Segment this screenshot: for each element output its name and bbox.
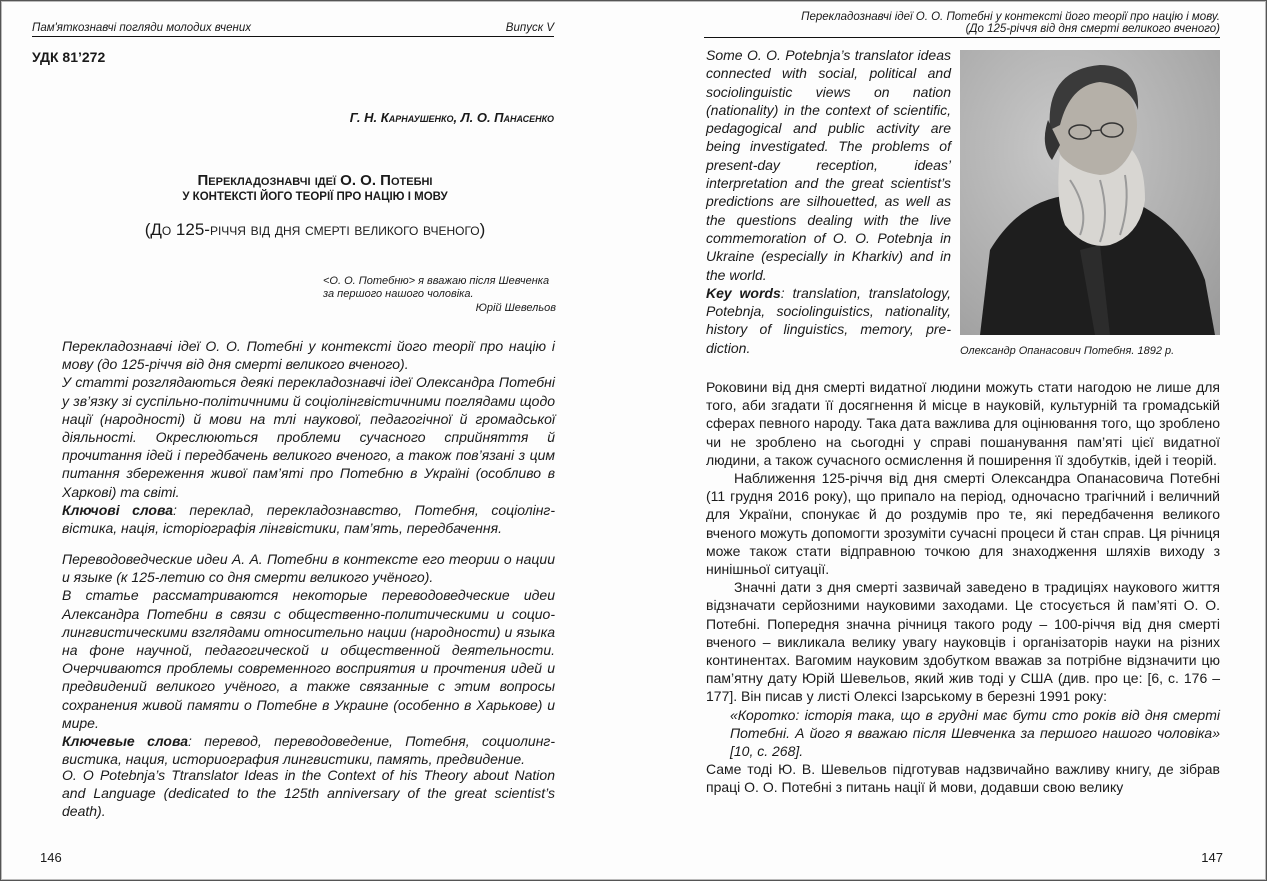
abstract-ukrainian (62, 337, 555, 537)
journal-title: Пам'яткознавчі погляди молодих вчених (32, 22, 251, 34)
block-quote: «Коротко: історія така, що в грудні має бути сто років від дня смерті Потебні. А його я вважаю після Шевченка за першого нашого чоловіка» [10, с. 268]. (730, 706, 1220, 760)
abstract-title: Перекладознавчі ідеї О. О. Потебні у контексті його теорії про націю і мову (до 125-річчя від дня смерті великого вченого). (62, 338, 555, 373)
portrait-photo (960, 50, 1220, 335)
udk-code: УДК 81’272 (32, 49, 106, 65)
keywords-list: : переклад, перекладознавство, Потебня, соціолінгвістика, нація, історіографія лінгвістики, пам’ять, передбачення. (62, 501, 555, 537)
left-page (0, 0, 633, 881)
paragraph: Наближення 125-річчя від дня смерті Олександра Опанасовича Потебні (11 грудня 2016 року), що припало на період, одночасно трагічний і величний для України, спонукає й до роздумів про те, які передбачення великого вченого можуть допомогти зрозуміти сучасні процеси й стан справ. Ця річниця може також стати відправною точкою для знаходження шляхів виходу з нинішньої ситуації. (706, 470, 1220, 578)
issue-label: Випуск V (505, 22, 554, 34)
keywords-list: : translation, translatology, Potebnja, sociolinguistics, nationality, history of linguistics, memory, prediction. (706, 284, 951, 356)
keywords (62, 501, 555, 537)
keywords-list: : перевод, переводоведение, Потебня, социолингвистика, нация, историография лингвистики, память, предвидение. (62, 733, 556, 768)
paragraph: Значні дати з дня смерті зазвичай заведено в традиціях наукового життя відзначати серйозними науковими заходами. Це стосується й пам’яті О. О. Потебні. Попередня значна річниця такого роду – 100-річчя від дня смерті вченого – викликала велику увагу науковців і організаторів науки на різних континентах. Вагомим науковим здобутком вважав за потрібне відзначити цю пам’ятну дату Юрій Шевельов, який жив тоді у США (див. про це: [6, с. 176 – 177]. Він писав у листі Олексі Ізарському в березні 1991 року: (706, 579, 1220, 705)
keywords (62, 732, 555, 768)
keywords-label: Ключові слова (62, 501, 174, 518)
abstract-title: O. O Potebnja’s Ttranslator Ideas in the Context of his Theory about Nation and Language (dedicated to the 125th anniversary of the great scientist’s death). (62, 767, 555, 820)
abstract-body: В статье рассматриваются некоторые переводоведческие идеи Александра Потебни в связи с общественно-политическими и социолингвистическими взглядами относительно нации (народности) и языка на фоне научной, педагогической и общественной деятельности. Очерчиваются проблемы современного восприятия и прочтения идей и предвидений великого учёного, а также связанные с этим вопросы сохранения живой памяти о Потебне в Украине (особенно в Харькове) и мире. (62, 587, 555, 731)
page-number: 146 (40, 850, 62, 865)
abstract-english-title (62, 766, 555, 821)
epigraph (323, 275, 556, 315)
running-head-right (704, 11, 1220, 38)
abstract-body: У статті розглядаються деякі перекладознавчі ідеї Олександра Потебні у зв’язку зі суспільно-політичними й соціолінгвістичними поглядами щодо нації (народності) й мови на тлі наукової, педагогічної й громадської діяльності. Окреслюються проблеми сучасного сприйняття й прочитання ідей і передбачень великого вченого, а також пов’язані з цим питання збереження живої пам’яті про Потебню в Україні (особливо в Харкові) та світі. (62, 374, 555, 500)
abstract-body: Some O. O. Potebnja’s translator ideas connected with social, political and sociolinguistic views on nation (nationality) in the context of scientific, pedagogical and public activity are being investigated. The problems of present-day reception, ideas’ interpretation and the great scientist’s predictions are silhouetted, as well as the questions dealing with the live commemoration of O. O. Potebnja in Ukraine (especially in Kharkiv) and in the world. (706, 47, 951, 283)
portrait-illustration (960, 50, 1220, 335)
epigraph-text: <О. О. Потебню> я вважаю після Шевченка за першого нашого чоловіка. (323, 275, 550, 300)
keywords-label: Key words (706, 284, 781, 301)
running-head-line-1: Перекладознавчі ідеї О. О. Потебні у контексті його теорії про націю і мову. (801, 11, 1220, 23)
right-page (633, 0, 1267, 881)
abstract-russian (62, 550, 555, 768)
article-authors: Г. Н. Карнаушенко, Л. О. Панасенко (349, 110, 554, 125)
abstract-title: Переводоведческие идеи А. А. Потебни в контексте его теории о нации и языке (к 125-летию со дня смерти великого учёного). (62, 551, 555, 586)
paragraph: Саме тоді Ю. В. Шевельов підготував надзвичайно важливу книгу, де зібрав праці О. О. Потебні з питань нації й мови, додавши свою велику (706, 761, 1220, 796)
article-body (706, 378, 1220, 797)
title-line-1: Перекладознавчі ідеї О. О. Потебні (197, 172, 433, 189)
abstract-english (706, 46, 951, 357)
running-head-line-2: (До 125-річчя від дня смерті великого вченого) (965, 23, 1220, 35)
article-subtitle: (До 125-річчя від дня смерті великого вченого) (144, 220, 486, 239)
page-number: 147 (1201, 850, 1223, 865)
running-head-left (32, 22, 554, 37)
paragraph: Роковини від дня смерті видатної людини можуть стати нагодою не лише для того, аби згадати її досягнення й місце в науковій, культурній та громадській сферах певного народу. Така дата важлива для оцінювання того, що зроблено чи не зроблено на сьогодні у справі пошанування пам’яті цієї видатної людини, а також сучасного осмислення й поширення її здобутків, ідей і теорій. (706, 379, 1220, 468)
article-title (60, 172, 570, 204)
keywords (706, 284, 951, 357)
photo-caption: Олександр Опанасович Потебня. 1892 р. (960, 345, 1175, 357)
epigraph-author: Юрій Шевельов (475, 302, 556, 314)
title-line-2: У КОНТЕКСТІ ЙОГО ТЕОРІЇ ПРО НАЦІЮ І МОВУ (182, 191, 448, 203)
keywords-label: Ключевые слова (62, 733, 189, 750)
